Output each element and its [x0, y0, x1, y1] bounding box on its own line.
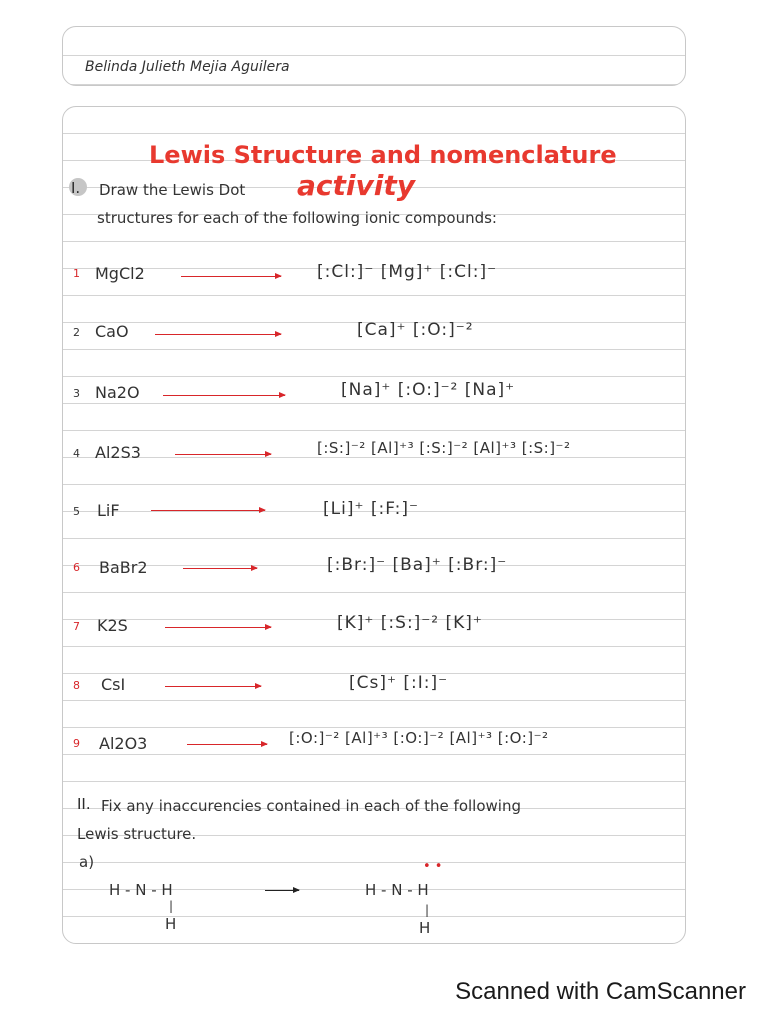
section-one-instruction-b: structures for each of the following ionic compounds: — [97, 209, 497, 227]
lewis-structure: [Cs]⁺ [:I:]⁻ — [349, 673, 449, 693]
item-number: 7 — [73, 620, 80, 633]
section-one-instruction-a: Draw the Lewis Dot — [99, 181, 246, 199]
section-two-numeral: II. — [77, 795, 91, 813]
worksheet-paper — [62, 106, 686, 944]
compound-formula: Na2O — [95, 383, 140, 402]
original-structure-bottom: H — [165, 915, 177, 933]
lewis-structure: [:S:]⁻² [Al]⁺³ [:S:]⁻² [Al]⁺³ [:S:]⁻² — [317, 439, 571, 457]
item-number: 3 — [73, 387, 80, 400]
section-two-instruction-b: Lewis structure. — [77, 825, 197, 843]
lewis-structure: [:Br:]⁻ [Ba]⁺ [:Br:]⁻ — [327, 555, 508, 575]
item-number: 5 — [73, 505, 80, 518]
lewis-structure: [K]⁺ [:S:]⁻² [K]⁺ — [337, 613, 483, 633]
compound-formula: Al2O3 — [99, 734, 148, 753]
compound-formula: LiF — [97, 501, 120, 520]
original-structure: H - N - H — [109, 881, 173, 899]
part-label: a) — [79, 853, 95, 871]
lewis-structure: [Li]⁺ [:F:]⁻ — [323, 499, 419, 519]
corrected-lone-pair: • • — [423, 859, 443, 874]
reaction-arrow — [151, 510, 265, 511]
reaction-arrow — [183, 568, 257, 569]
section-two-instruction-a: Fix any inaccurencies contained in each of the following — [101, 797, 521, 815]
item-number: 8 — [73, 679, 80, 692]
worksheet-title: Lewis Structure and nomenclature — [149, 141, 617, 169]
correction-arrow — [265, 890, 299, 891]
worksheet-title-activity: activity — [297, 169, 415, 202]
item-number: 9 — [73, 737, 80, 750]
corrected-structure-bond: | — [425, 903, 430, 917]
reaction-arrow — [155, 334, 281, 335]
lewis-structure: [Ca]⁺ [:O:]⁻² — [357, 320, 474, 340]
reaction-arrow — [165, 686, 261, 687]
compound-formula: CsI — [101, 675, 126, 694]
item-number: 1 — [73, 267, 80, 280]
lewis-structure: [:Cl:]⁻ [Mg]⁺ [:Cl:]⁻ — [317, 262, 498, 282]
compound-formula: MgCl2 — [95, 264, 145, 283]
lewis-structure: [:O:]⁻² [Al]⁺³ [:O:]⁻² [Al]⁺³ [:O:]⁻² — [289, 729, 549, 747]
corrected-structure: H - N - H — [365, 881, 429, 899]
compound-formula: CaO — [95, 322, 129, 341]
student-name: Belinda Julieth Mejia Aguilera — [85, 59, 290, 75]
item-number: 6 — [73, 561, 80, 574]
section-one-numeral: I. — [71, 179, 81, 197]
compound-formula: K2S — [97, 616, 128, 635]
camscanner-watermark: Scanned with CamScanner — [455, 978, 746, 1005]
reaction-arrow — [187, 744, 267, 745]
original-structure-bond: | — [169, 899, 174, 913]
corrected-structure-bottom: H — [419, 919, 431, 937]
name-paper — [62, 26, 686, 86]
item-number: 2 — [73, 326, 80, 339]
reaction-arrow — [181, 276, 281, 277]
reaction-arrow — [175, 454, 271, 455]
reaction-arrow — [165, 627, 271, 628]
compound-formula: BaBr2 — [99, 558, 148, 577]
reaction-arrow — [163, 395, 285, 396]
item-number: 4 — [73, 447, 80, 460]
compound-formula: Al2S3 — [95, 443, 141, 462]
lewis-structure: [Na]⁺ [:O:]⁻² [Na]⁺ — [341, 380, 516, 400]
